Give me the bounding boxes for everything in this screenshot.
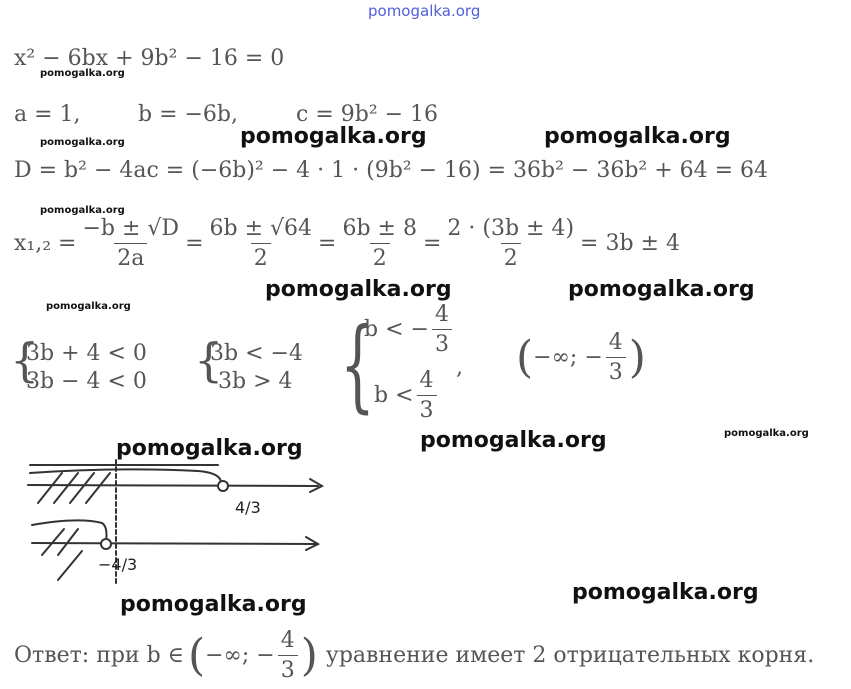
coefficient-c: c = 9b² − 16 [296,102,439,127]
fraction [278,628,298,683]
fraction-denominator: 2 [251,243,271,271]
equals-sign: = [318,231,337,256]
fraction [432,302,452,357]
inequality-lhs: b < − [364,317,429,342]
fraction-denominator: 3 [417,395,437,423]
fraction-numerator: 4 [280,628,295,653]
left-brace: { [340,306,375,423]
system-3-row-1 [364,302,455,357]
number-line-sketch [18,455,338,595]
coefficient-b: b = −6b, [138,102,239,127]
watermark-small: pomogalka.org [40,205,125,216]
roots-lhs: x₁,₂ = [14,231,77,256]
fraction-numerator: 6b ± 8 [342,216,417,241]
watermark-small: pomogalka.org [40,137,125,148]
watermark-big: pomogalka.org [572,580,759,605]
coefficient-a: a = 1, [14,102,81,127]
equals-sign: = [185,231,204,256]
equals-sign: = [422,231,442,256]
fraction-numerator: −b ± √D [82,216,180,241]
fraction-numerator: 2 · (3b ± 4) [447,216,575,241]
watermark-small: pomogalka.org [46,301,131,312]
watermark-big: pomogalka.org [544,124,731,149]
watermark-big: pomogalka.org [420,428,607,453]
fraction-denominator: 3 [278,655,298,683]
answer-suffix: уравнение имеет 2 отрицательных корня. [325,643,815,668]
fraction-denominator: 2 [370,243,390,271]
shading-arc [32,520,107,541]
fraction-numerator: 4 [419,368,434,393]
left-brace: { [194,333,224,387]
system-row: 3b > 4 [218,369,293,394]
fraction-denominator: 3 [432,329,452,357]
roots-line [14,216,680,271]
number-line-top [28,485,318,486]
roots-fraction-1 [79,216,182,271]
watermark-small: pomogalka.org [40,68,125,79]
system-row: 3b − 4 < 0 [26,369,147,394]
fraction [606,330,626,385]
close-paren: ) [628,331,646,383]
close-paren: ) [300,629,318,681]
fraction-numerator: 4 [434,302,449,327]
answer-prefix: Ответ: при b ∈ [14,643,184,668]
system-2 [210,340,303,396]
fraction-denominator: 2a [114,243,147,271]
watermark-big: pomogalka.org [120,592,307,617]
watermark-big: pomogalka.org [240,124,427,149]
watermark-big: pomogalka.org [265,277,452,302]
interval [516,330,646,385]
answer-line [14,628,814,683]
watermark-big: pomogalka.org [116,436,303,461]
open-paren: ( [516,331,534,383]
fraction-numerator: 6b ± √64 [209,216,313,241]
discriminant-line: D = b² − 4ac = (−6b)² − 4 · 1 · (9b² − 16) = 36b² − 36b² + 64 = 64 [14,158,769,183]
label-bottom: −4/3 [98,555,138,574]
answer-interval: −∞; − [205,643,275,668]
open-point [218,481,228,491]
roots-fraction-2 [207,216,316,271]
interval-bounds: −∞; − [533,345,603,370]
system-1 [26,340,147,396]
fraction-denominator: 2 [501,243,521,271]
label-top: 4/3 [235,498,261,517]
open-paren: ( [187,629,206,681]
open-point [101,539,111,549]
roots-fraction-4 [444,216,577,271]
fraction [417,368,437,423]
system-row: 3b < −4 [210,341,303,366]
roots-fraction-3 [339,216,420,271]
inequality-lhs: b < [374,383,414,408]
left-brace: { [10,333,40,387]
system-3-row-2 [374,368,440,423]
watermark-big: pomogalka.org [568,277,755,302]
fraction-denominator: 3 [606,357,626,385]
comma: , [456,355,463,380]
watermark-top[interactable]: pomogalka.org [368,2,481,20]
number-line-bottom [32,543,316,544]
watermark-small: pomogalka.org [724,428,809,439]
fraction-numerator: 4 [608,330,623,355]
roots-rhs: = 3b ± 4 [580,231,680,256]
equation-line: x² − 6bx + 9b² − 16 = 0 [14,46,285,71]
system-row: 3b + 4 < 0 [26,341,147,366]
